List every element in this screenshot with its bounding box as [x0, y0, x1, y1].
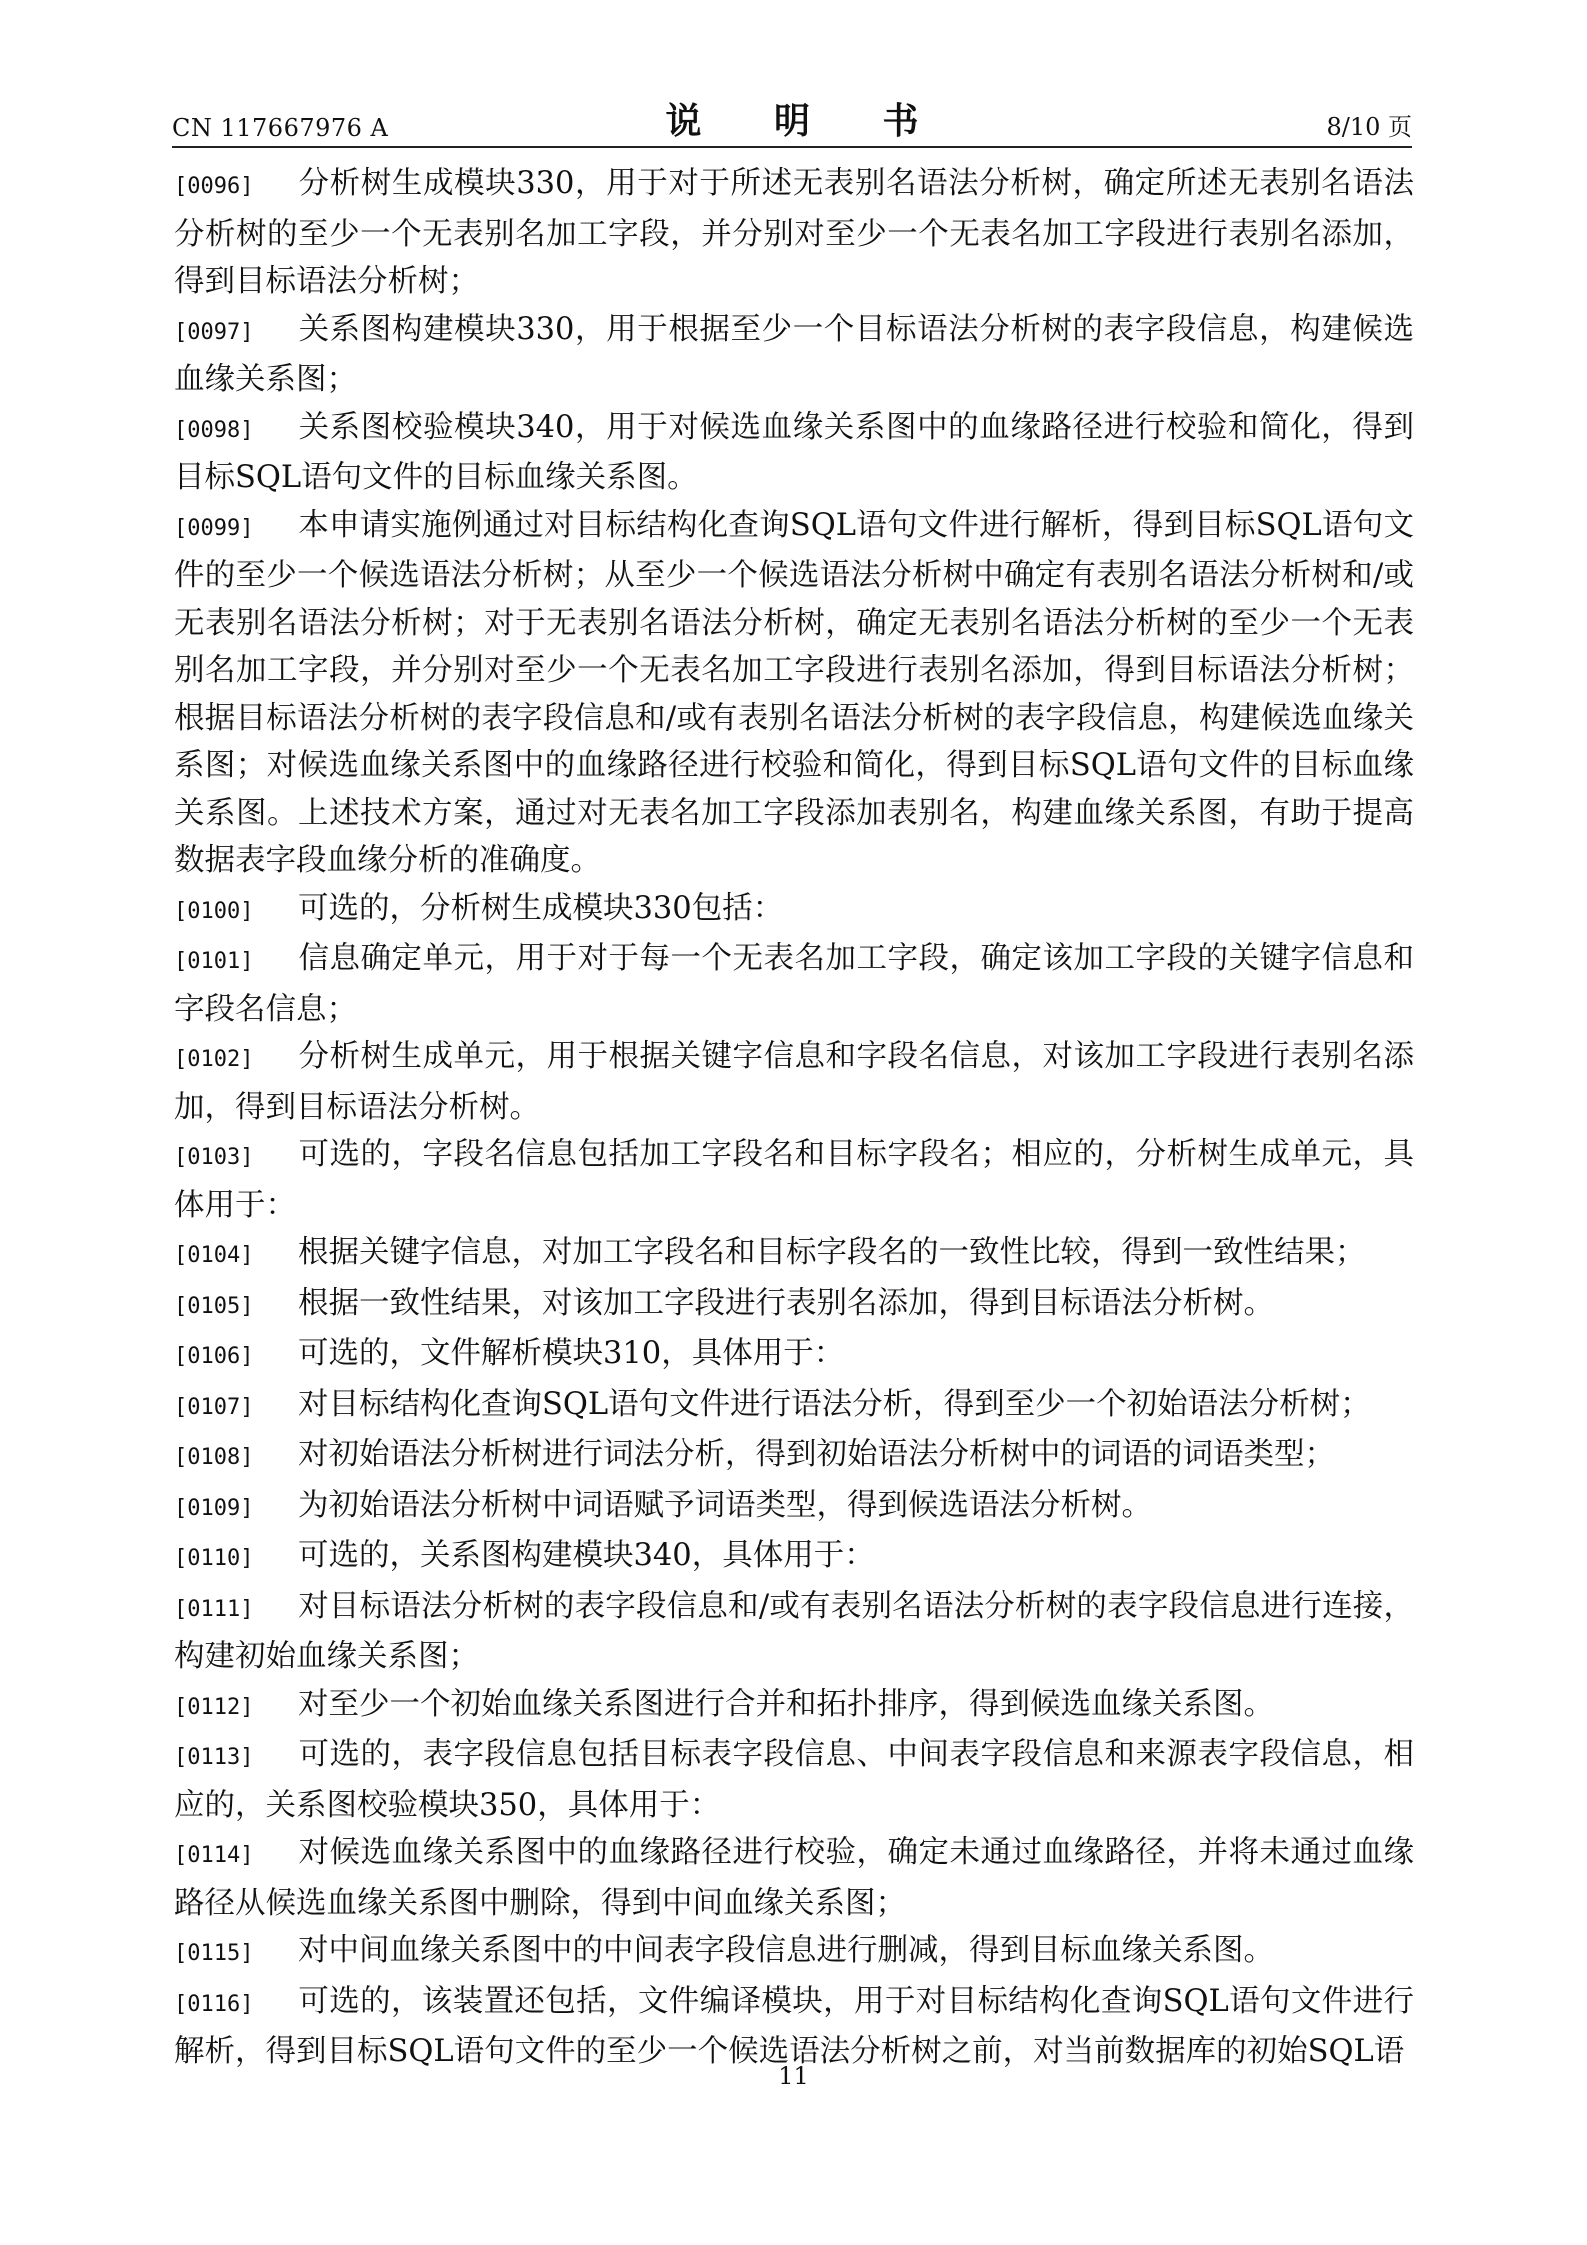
paragraph [174, 502, 1414, 885]
paragraph-number: [0100] [174, 898, 254, 924]
header-divider [172, 146, 1412, 148]
paragraph-number: [0110] [174, 1546, 254, 1571]
paragraph [174, 1482, 1414, 1533]
paragraph [174, 1927, 1414, 1978]
paragraph-text: 分析树生成单元，用于根据关键字信息和字段名信息，对该加工字段进行表别名添加，得到目标语法分析树。 [174, 1039, 1414, 1125]
paragraph [174, 1978, 1414, 2076]
paragraph-number: [0099] [174, 515, 254, 541]
paragraph-number: [0102] [174, 1047, 254, 1072]
paragraph-number: [0107] [174, 1394, 254, 1420]
document-body [174, 160, 1414, 2076]
paragraph-number: [0103] [174, 1145, 254, 1170]
paragraph-text: 对目标结构化查询SQL语句文件进行语法分析，得到至少一个初始语法分析树； [298, 1386, 1371, 1422]
paragraph-text: 对初始语法分析树进行词法分析，得到初始语法分析树中的词语的词语类型； [298, 1437, 1335, 1472]
paragraph-text: 可选的，字段名信息包括加工字段名和目标字段名；相应的，分析树生成单元，具体用于： [174, 1137, 1414, 1223]
paragraph-number: [0112] [174, 1694, 254, 1720]
paragraph-number: [0111] [174, 1596, 254, 1622]
page-indicator: 8/10 页 [1326, 113, 1412, 141]
paragraph-text: 可选的，分析树生成模块330包括： [298, 890, 784, 926]
paragraph-text: 对中间血缘关系图中的中间表字段信息进行删减，得到目标血缘关系图。 [298, 1933, 1274, 1968]
paragraph-number: [0106] [174, 1344, 254, 1369]
paragraph-text: 根据关键字信息，对加工字段名和目标字段名的一致性比较，得到一致性结果； [298, 1235, 1366, 1270]
paragraph [174, 1681, 1414, 1732]
paragraph [174, 306, 1414, 404]
paragraph-number: [0109] [174, 1495, 254, 1521]
paragraph-number: [0115] [174, 1941, 254, 1966]
paragraph-text: 关系图校验模块340，用于对候选血缘关系图中的血缘路径进行校验和简化，得到目标SQL语句文件的目标血缘关系图。 [174, 409, 1414, 495]
page-number: 11 [778, 2062, 809, 2090]
paragraph-text: 对至少一个初始血缘关系图进行合并和拓扑排序，得到候选血缘关系图。 [298, 1686, 1274, 1722]
paragraph [174, 935, 1414, 1033]
paragraph [174, 1033, 1414, 1131]
paragraph [174, 1583, 1414, 1681]
paragraph-number: [0116] [174, 1991, 254, 2017]
paragraph [174, 1330, 1414, 1381]
paragraph-text: 为初始语法分析树中词语赋予词语类型，得到候选语法分析树。 [298, 1487, 1152, 1523]
paragraph-text: 信息确定单元，用于对于每一个无表名加工字段，确定该加工字段的关键字信息和字段名信息； [174, 941, 1414, 1027]
paragraph [174, 1229, 1414, 1280]
paragraph [174, 1431, 1414, 1482]
paragraph-text: 关系图构建模块330，用于根据至少一个目标语法分析树的表字段信息，构建候选血缘关系图； [174, 311, 1414, 397]
paragraph-text: 对目标语法分析树的表字段信息和/或有表别名语法分析树的表字段信息进行连接，构建初始血缘关系图； [174, 1588, 1414, 1674]
paragraph-number: [0114] [174, 1843, 254, 1868]
paragraph [174, 1131, 1414, 1229]
page-header [172, 96, 1412, 146]
paragraph-text: 可选的，表字段信息包括目标表字段信息、中间表字段信息和来源表字段信息，相应的，关系图校验模块350，具体用于： [174, 1737, 1414, 1823]
paragraph-number: [0096] [174, 174, 254, 199]
paragraph-text: 可选的，文件解析模块310，具体用于： [298, 1336, 845, 1371]
paragraph-number: [0108] [174, 1445, 254, 1470]
paragraph-number: [0113] [174, 1745, 254, 1770]
paragraph [174, 160, 1414, 306]
paragraph-number: [0105] [174, 1293, 254, 1319]
paragraph [174, 1381, 1414, 1432]
paragraph-text: 可选的，关系图构建模块340，具体用于： [298, 1538, 875, 1573]
paragraph-number: [0098] [174, 417, 254, 443]
paragraph [174, 1731, 1414, 1829]
paragraph [174, 1280, 1414, 1331]
paragraph [174, 885, 1414, 936]
paragraph-number: [0104] [174, 1243, 254, 1268]
paragraph [174, 404, 1414, 502]
paragraph-number: [0097] [174, 319, 254, 345]
publication-number: CN 117667976 A [172, 114, 389, 142]
paragraph [174, 1829, 1414, 1927]
paragraph-text: 本申请实施例通过对目标结构化查询SQL语句文件进行解析，得到目标SQL语句文件的至少一个候选语法分析树；从至少一个候选语法分析树中确定有表别名语法分析树和/或无表别名语法分析树；对于无表别名语法分析树，确定无表别名语法分析树的至少一个无表别名加工字段，并分别对至少一个无表名加工字段进行表别名添加，得到目标语法分析树；根据目标语法分析树的表字段信息和/或有表别名语法分析树的表字段信息，构建候选血缘关系图；对候选血缘关系图中的血缘路径进行校验和简化，得到目标SQL语句文件的目标血缘关系图。上述技术方案，通过对无表名加工字段添加表别名，构建血缘关系图，有助于提高数据表字段血缘分析的准确度。 [174, 507, 1414, 878]
document-title: 说 明 书 [665, 100, 949, 142]
paragraph-text: 对候选血缘关系图中的血缘路径进行校验，确定未通过血缘路径，并将未通过血缘路径从候选血缘关系图中删除，得到中间血缘关系图； [174, 1835, 1414, 1921]
paragraph-number: [0101] [174, 949, 254, 974]
paragraph-text: 分析树生成模块330，用于对于所述无表别名语法分析树，确定所述无表别名语法分析树的至少一个无表别名加工字段，并分别对至少一个无表名加工字段进行表别名添加，得到目标语法分析树； [174, 166, 1414, 299]
paragraph-text: 可选的，该装置还包括，文件编译模块，用于对目标结构化查询SQL语句文件进行解析，得到目标SQL语句文件的至少一个候选语法分析树之前，对当前数据库的初始SQL语 [174, 1983, 1414, 2069]
paragraph-text: 根据一致性结果，对该加工字段进行表别名添加，得到目标语法分析树。 [298, 1285, 1274, 1321]
paragraph [174, 1532, 1414, 1583]
